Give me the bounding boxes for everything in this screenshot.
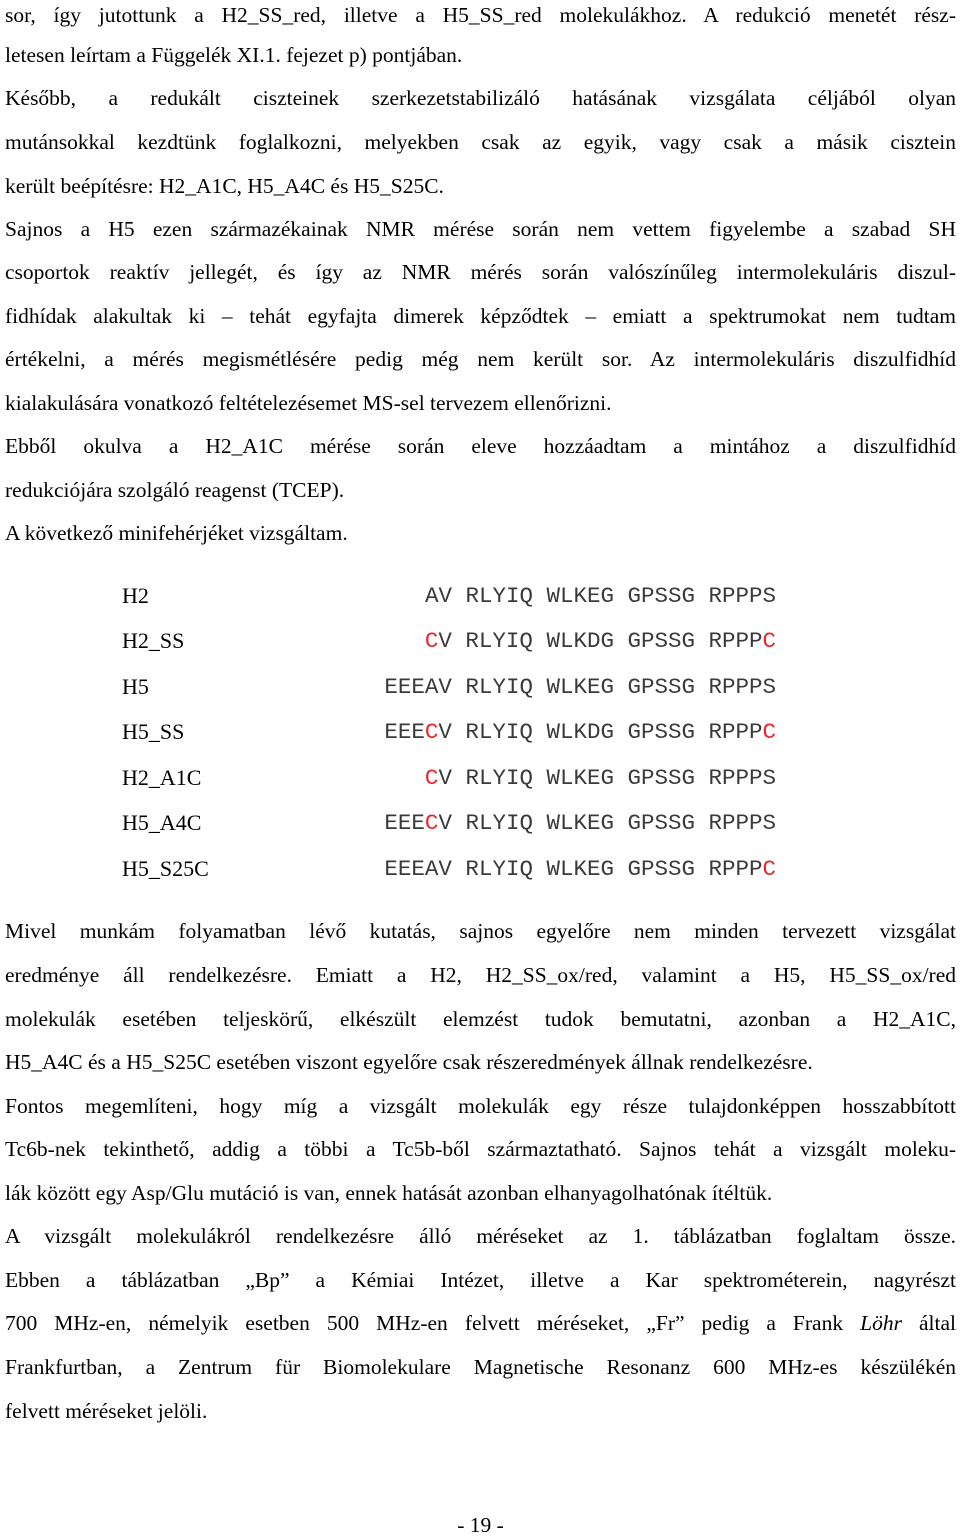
text-line: Ebből okulva a H2_A1C mérése során eleve hozzáadtam a mintához a diszulfidhíd — [5, 434, 956, 458]
mutation-residue: C — [762, 719, 776, 745]
mutation-residue: C — [762, 856, 776, 882]
mutation-residue: C — [424, 810, 439, 836]
text-line: Ebben a táblázatban „Bp” a Kémiai Intézet, illetve a Kar spektrométerein, nagyrészt — [5, 1268, 956, 1292]
page-number: - 19 - — [457, 1513, 504, 1537]
text-line: eredménye áll rendelkezésre. Emiatt a H2, H2_SS_ox/red, valamint a H5, H5_SS_ox/red — [5, 963, 956, 987]
text-line: fidhídak alakultak ki – tehát egyfajta dimerek képződtek – emiatt a spektrumokat nem tudtam — [5, 304, 956, 328]
text-line: H5_A4C és a H5_S25C esetében viszont egyelőre csak részeredmények állnak rendelkezésre. — [5, 1050, 813, 1074]
peptide-name: H5 — [122, 674, 149, 699]
text-line: letesen leírtam a Függelék XI.1. fejezet p) pontjában. — [5, 43, 463, 67]
peptide-name: H5_SS — [122, 719, 185, 744]
peptide-sequence: EEECV RLYIQ WLKEG GPSSG RPPPS — [384, 810, 776, 836]
peptide-sequence: EEEAV RLYIQ WLKEG GPSSG RPPPS — [384, 674, 776, 700]
text-line: Tc6b-nek tekinthető, addig a többi a Tc5b-ből származtatható. Sajnos tehát a vizsgált moleku- — [5, 1137, 956, 1161]
peptide-sequence: AV RLYIQ WLKEG GPSSG RPPPS — [424, 583, 776, 609]
sequence-row — [5, 714, 956, 750]
text-line: sor, így jutottunk a H2_SS_red, illetve a H5_SS_red molekulákhoz. A redukció menetét rész- — [5, 3, 956, 27]
text-line: mutánsokkal kezdtünk foglalkozni, melyekben csak az egyik, vagy csak a másik cisztein — [5, 130, 956, 154]
mutation-residue: C — [762, 628, 776, 654]
text-line: Mivel munkám folyamatban lévő kutatás, sajnos egyelőre nem minden tervezett vizsgálat — [5, 919, 956, 943]
peptide-name: H2_SS — [122, 628, 185, 653]
text-line: A vizsgált molekulákról rendelkezésre álló méréseket az 1. táblázatban foglaltam össze. — [5, 1224, 956, 1248]
text-line: Fontos megemlíteni, hogy míg a vizsgált molekulák egy része tulajdonképpen hosszabbított — [5, 1094, 956, 1118]
text-line: lák között egy Asp/Glu mutáció is van, ennek hatását azonban elhanyagolhatónak ítéltük. — [5, 1181, 773, 1205]
text-line: redukciójára szolgáló reagenst (TCEP). — [5, 478, 345, 502]
peptide-name: H2 — [122, 583, 149, 608]
text-line: Sajnos a H5 ezen származékainak NMR mérése során nem vettem figyelembe a szabad SH — [5, 217, 956, 241]
sequence-row — [5, 623, 956, 659]
mutation-residue: C — [424, 628, 439, 654]
sequence-row — [5, 760, 956, 796]
sequence-row — [5, 805, 956, 841]
peptide-name: H5_S25C — [122, 856, 209, 881]
peptide-sequence: CV RLYIQ WLKDG GPSSG RPPPC — [424, 628, 776, 654]
peptide-name: H2_A1C — [122, 765, 202, 790]
sequence-row — [5, 669, 956, 705]
text-line: csoportok reaktív jellegét, és így az NMR mérés során valószínűleg intermolekuláris diszul- — [5, 260, 956, 284]
text-line: értékelni, a mérés megismétlésére pedig még nem került sor. Az intermolekuláris diszulfidhíd — [5, 347, 956, 371]
text-line: molekulák esetében teljeskörű, elkészült elemzést tudok bemutatni, azonban a H2_A1C, — [5, 1007, 956, 1031]
text-line: 700 MHz-en, némelyik esetben 500 MHz-en felvett méréseket, „Fr” pedig a Frank Löhr által — [5, 1311, 956, 1335]
peptide-sequence: CV RLYIQ WLKEG GPSSG RPPPS — [424, 765, 776, 791]
text-line: A következő minifehérjéket vizsgáltam. — [5, 521, 348, 545]
text-line: Később, a redukált ciszteinek szerkezetstabilizáló hatásának vizsgálata céljából olyan — [5, 86, 956, 110]
mutation-residue: C — [424, 765, 439, 791]
sequence-row — [5, 851, 956, 887]
text-line: felvett méréseket jelöli. — [5, 1399, 208, 1423]
sequence-row — [5, 578, 956, 614]
text-line: került beépítésre: H2_A1C, H5_A4C és H5_S25C. — [5, 174, 444, 198]
text-line: Frankfurtban, a Zentrum für Biomolekulare Magnetische Resonanz 600 MHz-es készülékén — [5, 1355, 956, 1379]
peptide-sequence: EEEAV RLYIQ WLKEG GPSSG RPPPC — [384, 856, 776, 882]
peptide-sequence: EEECV RLYIQ WLKDG GPSSG RPPPC — [384, 719, 776, 745]
peptide-name: H5_A4C — [122, 810, 202, 835]
text-line: kialakulására vonatkozó feltételezésemet MS-sel tervezem ellenőrizni. — [5, 391, 612, 415]
author-name-italic: Löhr — [860, 1311, 902, 1335]
mutation-residue: C — [424, 719, 439, 745]
